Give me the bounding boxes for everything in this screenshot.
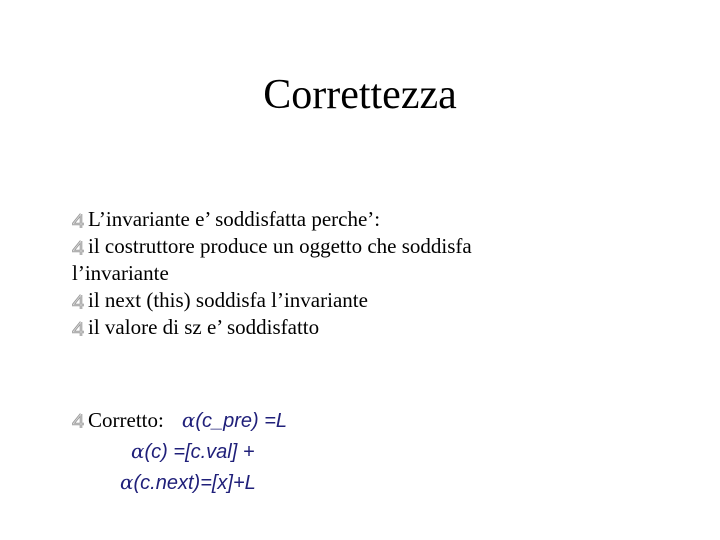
alpha-symbol: α <box>120 470 134 494</box>
numeral-four-bullet-icon <box>72 287 86 314</box>
numeral-four-bullet-icon <box>72 206 86 233</box>
formula-line <box>72 436 287 467</box>
alpha-symbol: α <box>181 408 196 432</box>
formula-line <box>72 467 287 498</box>
bullet-continuation: l’invariante <box>72 261 169 285</box>
numeral-four-bullet-icon <box>72 405 86 435</box>
formula-expression: (c.next)=[x]+L <box>133 472 256 494</box>
formula-line <box>72 405 287 436</box>
formula-expression: (c) =[c.val] + <box>144 441 255 463</box>
bullet-text: il costruttore produce un oggetto che soddisfa <box>88 234 472 258</box>
bullet-item <box>72 287 692 314</box>
formula-expression: (c_pre) =L <box>195 410 288 432</box>
alpha-symbol: α <box>131 439 145 463</box>
numeral-four-bullet-icon <box>72 314 86 341</box>
bullet-text: il valore di sz e’ soddisfatto <box>88 315 320 339</box>
formula-label: Corretto: <box>88 408 164 432</box>
bullet-list <box>72 206 692 341</box>
bullet-item <box>72 233 692 287</box>
formula-block <box>72 405 287 498</box>
bullet-item <box>72 206 692 233</box>
bullet-item <box>72 314 692 341</box>
slide-title: Correttezza <box>263 72 457 118</box>
numeral-four-bullet-icon <box>72 233 86 260</box>
bullet-text: il next (this) soddisfa l’invariante <box>88 288 368 312</box>
bullet-text: L’invariante e’ soddisfatta perche’: <box>88 207 381 231</box>
